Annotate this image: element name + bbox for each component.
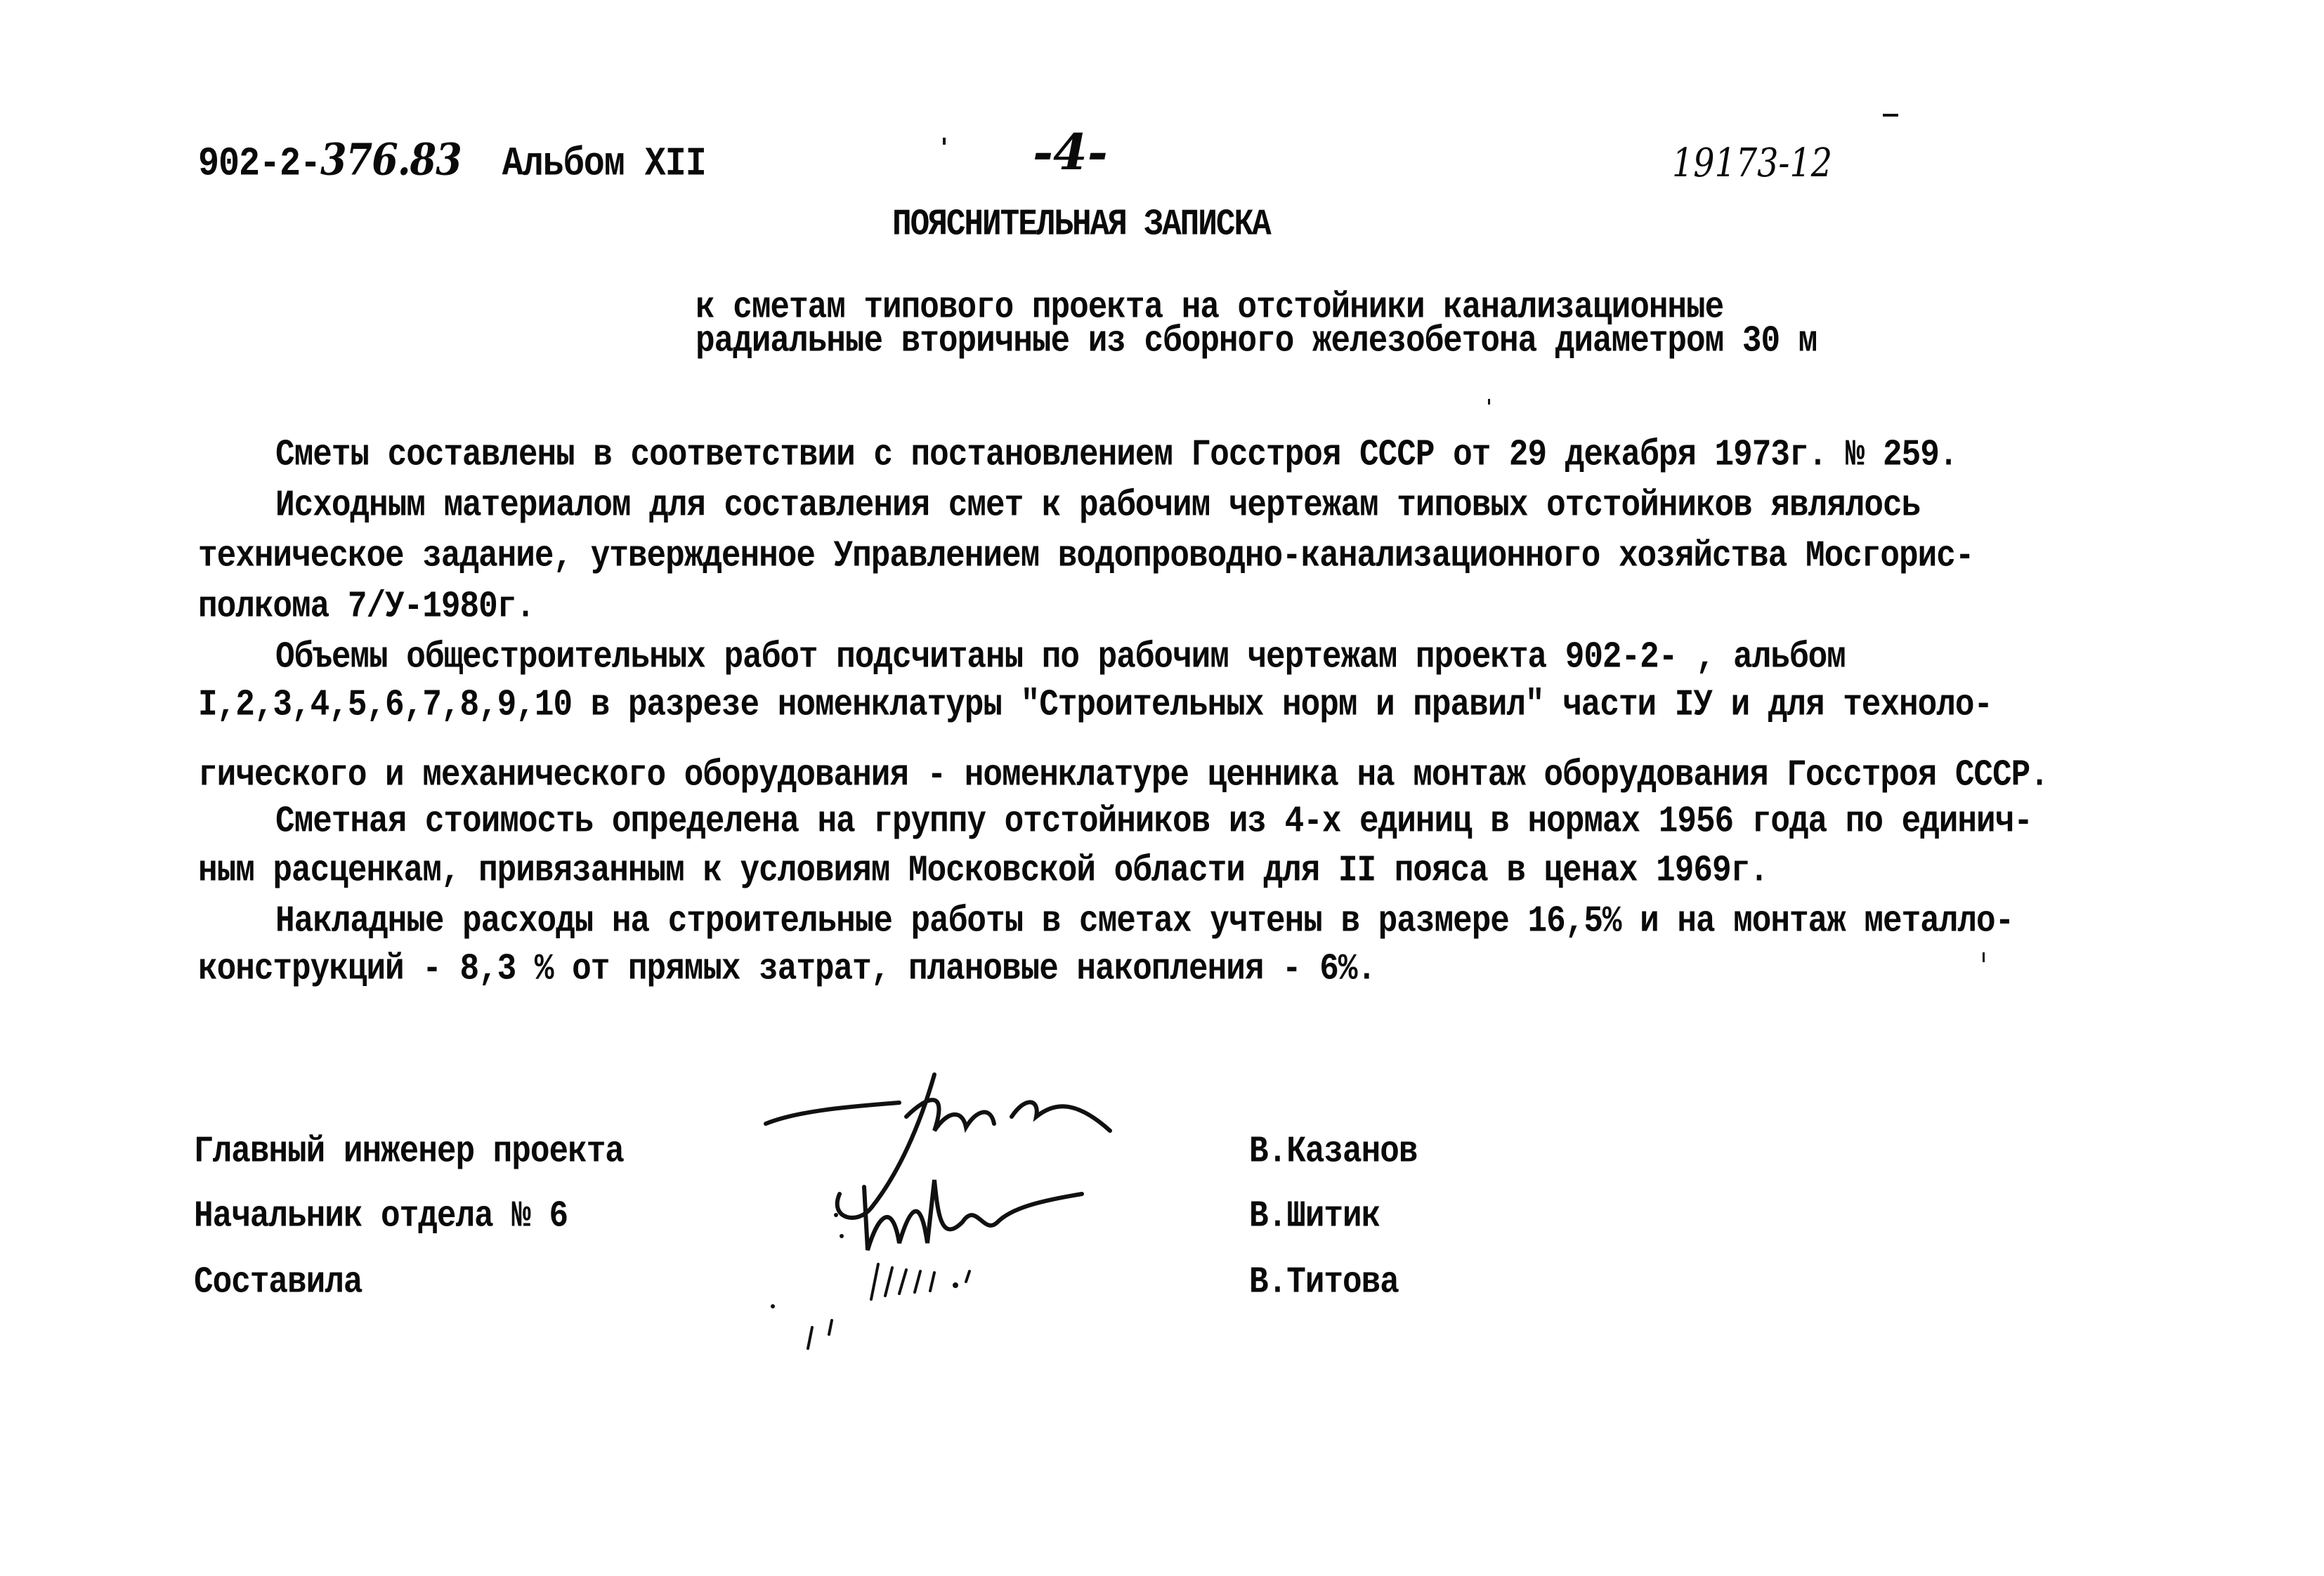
body-line: конструкций - 8,3 % от прямых затрат, плановые накопления - 6%.: [198, 948, 1376, 990]
body-line: I,2,3,4,5,6,7,8,9,10 в разрезе номенклатуры "Строительных норм и правил" части IУ и для техноло-: [198, 684, 1993, 726]
scan-artifact: [1983, 952, 1985, 962]
body-line: Объемы общестроительных работ подсчитаны по рабочим чертежам проекта 902-2- , альбом: [275, 636, 1846, 678]
body-line: полкома 7/У-1980г.: [198, 586, 535, 628]
archive-number: 19173-12: [1672, 140, 1833, 186]
album-label: Альбом XII: [502, 141, 706, 188]
scan-artifact: [1488, 399, 1490, 405]
signer-role: Начальник отдела № 6: [194, 1195, 568, 1237]
signer-role: Составила: [194, 1261, 363, 1304]
handwritten-signature-icon: [759, 1250, 1082, 1355]
signer-role: Главный инженер проекта: [194, 1131, 624, 1173]
body-line: Сметная стоимость определена на группу отстойников из 4-х единиц в нормах 1956 года по единич-: [275, 801, 2032, 843]
body-line: гического и механического оборудования - номенклатуре ценника на монтаж оборудования Госстроя СССР.: [198, 754, 2049, 796]
body-line: Исходным материалом для составления смет к рабочим чертежам типовых отстойников являлось: [275, 485, 1921, 527]
body-line: Накладные расходы на строительные работы в сметах учтены в размере 16,5% и на монтаж металло-: [275, 900, 2014, 943]
signer-name: В.Шитик: [1249, 1195, 1380, 1237]
signer-name: В.Казанов: [1249, 1131, 1418, 1173]
document-code-suffix: 376.83: [320, 133, 462, 185]
scan-artifact: [943, 138, 946, 145]
body-line: Сметы составлены в соответствии с постановлением Госстроя СССР от 29 декабря 1973г. № 259.: [275, 434, 1958, 476]
document-title: ПОЯСНИТЕЛЬНАЯ ЗАПИСКА: [892, 204, 1270, 246]
page-number: -4-: [1033, 123, 1108, 181]
document-code: [198, 133, 706, 188]
subtitle-line: радиальные вторичные из сборного железобетона диаметром 30 м: [696, 320, 1817, 362]
document-code-prefix: 902-2-: [198, 141, 321, 188]
body-line: техническое задание, утвержденное Управлением водопроводно-канализационного хозяйства Мосгорис-: [198, 535, 1974, 577]
subtitle-line: к сметам типового проекта на отстойники канализационные: [696, 287, 1724, 329]
scan-artifact: [1883, 114, 1898, 117]
body-line: ным расценкам, привязанным к условиям Московской области для II пояса в ценах 1969г.: [198, 850, 1768, 892]
signer-name: В.Титова: [1249, 1261, 1399, 1304]
